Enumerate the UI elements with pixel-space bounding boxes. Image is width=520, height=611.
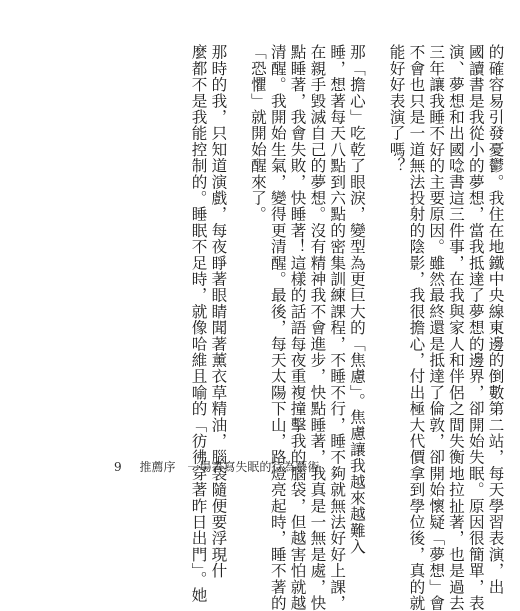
text-column: 不會也只是一道無法投射的陰影，我很擔心，付出極大代價拿到學位後，真的就 (407, 44, 426, 611)
text-column: 點睡著，我會失敗，快睡著！這樣的話語每夜重複撞擊我的腦袋，但越害怕就越 (288, 44, 307, 611)
text-column: 演、夢想和出國唸書這三件事，在我與家人和伴侶之間失衡地拉扯著，也是過去 (446, 44, 465, 611)
footer-section: 推薦序 (139, 460, 176, 474)
text-column: 在親手毀滅自己的夢想。沒有精神我不會進步，快點睡著，我真是一無是處，快 (308, 44, 327, 611)
text-column: 的確容易引發憂鬱。我住在地鐵中央線東邊的倒數第二站，每天學習表演，出 (486, 44, 505, 595)
text-column: 能好好表演了嗎？ (387, 44, 406, 174)
page-number: 9 (114, 460, 122, 474)
text-column: 那時的我，只知道演戲，每夜睜著眼睛聞著薰衣草精油，腦袋隨便要浮現什 (209, 44, 228, 579)
text-column: 那「擔心」吃乾了眼淚，變型為更巨大的「焦慮」。焦慮讓我越來越難入 (347, 44, 366, 555)
text-column: 清醒。我開始生氣，變得更清醒。最後，每天太陽下山，路燈亮起時，睡不著的 (268, 44, 287, 611)
text-column: 三年讓我睡不好的主要原因。雖然最終還是抵達了倫敦，卻開始懷疑「夢想」會 (427, 44, 446, 611)
text-column: 麼都不是我能控制的。睡眠不足時，就像哈維且喻的「彷彿穿著昨日出門」。她 (189, 44, 208, 604)
text-column: 睡，想著每天八點到六點的密集訓練課程，不睡不行，睡不夠就無法好好上課， (328, 44, 347, 611)
page-footer (114, 458, 319, 475)
text-column: 「恐懼」就開始醒來了。 (248, 44, 267, 223)
footer-title: 一場書寫失眠的行為藝術 (187, 460, 320, 474)
text-column: 國讀書是我從小的夢想，當我抵達了夢想的邊界，卻開始失眠。原因很簡單，表 (466, 44, 485, 611)
